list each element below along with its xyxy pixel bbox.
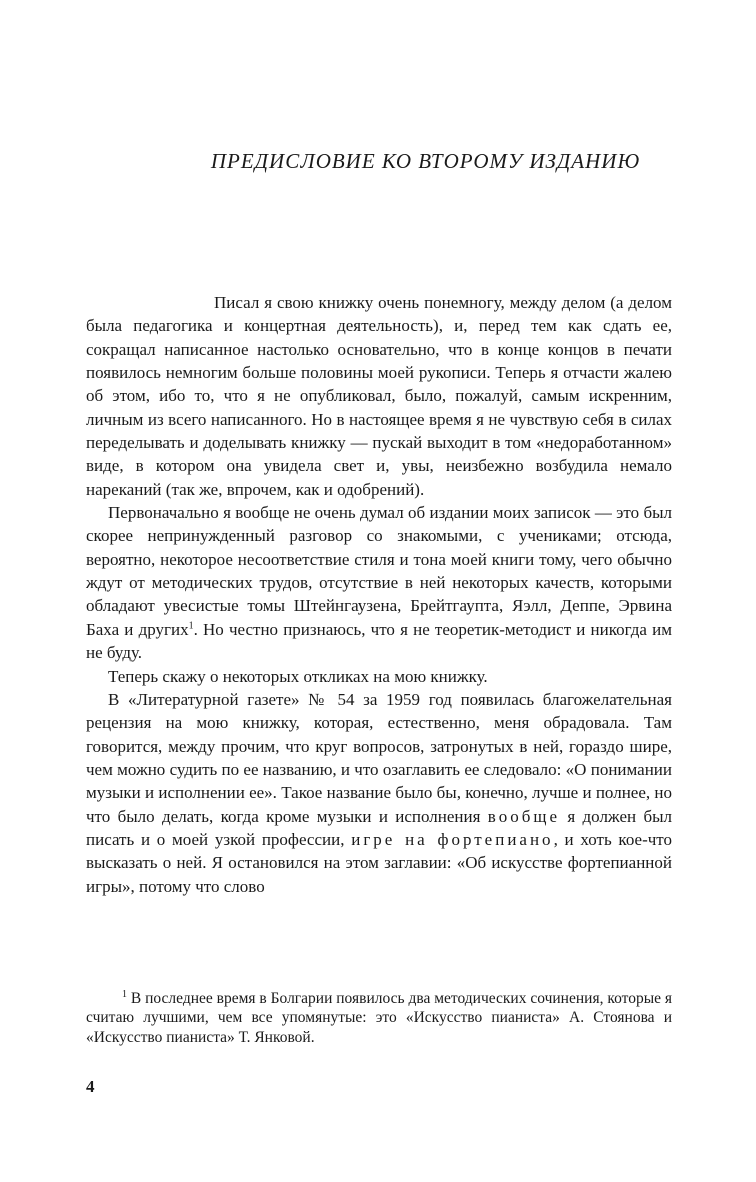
- paragraph-4-text-end: , и хоть кое-что высказать о ней. Я остановился на этом заглавии: «Об искусстве фортепианной игры», потому что слово: [86, 829, 672, 896]
- paragraph-4-text-mid: я должен был писать и о моей узкой профессии,: [86, 806, 673, 849]
- footnote-text: [86, 989, 672, 1047]
- page-number: 4: [86, 1077, 95, 1096]
- footnote-body: В последнее время в Болгарии появилось два методических сочинения, которые я считаю лучшими, чем все упомянутые: это «Искусство пианиста» А. Стоянова и «Искусство пианиста» Т. Янковой.: [86, 990, 672, 1046]
- paragraph-3: Теперь скажу о некоторых откликах на мою книжку.: [108, 666, 488, 686]
- paragraph-1: Писал я свою книжку очень понемногу, между делом (а делом была педагогика и концертная деятельность), и, перед тем как сдать ее, сокращал написанное настолько основательно, что в конце концов в печати появилось немногим больше половины моей рукописи. Теперь я отчасти жалею об этом, ибо то, что я не опубликовал, было, пожалуй, самым искренним, личным из всего написанного. Но в настоящее время я не чувствую себя в силах переделывать и доделывать книжку — пускай выходит в том «недоработанном» виде, в котором она увидела свет и, увы, неизбежно возбудила немало нареканий (так же, впрочем, как и одобрений).: [86, 293, 672, 499]
- spaced-emphasis: вообще: [487, 806, 560, 826]
- footnote: [86, 989, 672, 1047]
- footnote-marker: 1: [122, 988, 127, 1000]
- paragraph-2-text-end: . Но честно признаюсь, что я не теоретик-методист и никогда им не буду.: [86, 619, 672, 663]
- page-title: ПРЕДИСЛОВИЕ КО ВТОРОМУ ИЗДАНИЮ: [210, 149, 641, 173]
- paragraph-4-text: В «Литературной газете» № 54 за 1959 год появилась благожелательная рецензия на мою книжку, которая, естественно, меня обрадовала. Там говорится, между прочим, что круг вопросов, затронутых в ней, гораздо шире, чем можно судить по ее названию, и что озаглавить ее следовало: «О понимании музыки и исполнении ее». Такое название было бы, конечно, лучше и полнее, но что было делать, когда кроме музыки и исполнения: [86, 689, 672, 826]
- paragraph-4: [86, 688, 672, 898]
- paragraph-2-text: Первоначально я вообще не очень думал об издании моих записок — это был скорее непринужденный разговор со знакомыми, с учениками; отсюда, вероятно, некоторое несоответствие стиля и тона моей книги тому, чего обычно ждут от методических трудов, отсутствие в ней некоторых качеств, которыми обладают увесистые томы Штейнгаузена, Брейтгаупта, Яэлл, Деппе, Эрвина Баха и других: [86, 503, 672, 639]
- footnote-reference: 1: [188, 620, 194, 632]
- paragraph-2: [86, 501, 672, 664]
- spaced-emphasis: игре на фортепиано: [351, 829, 554, 849]
- main-text: [86, 291, 672, 898]
